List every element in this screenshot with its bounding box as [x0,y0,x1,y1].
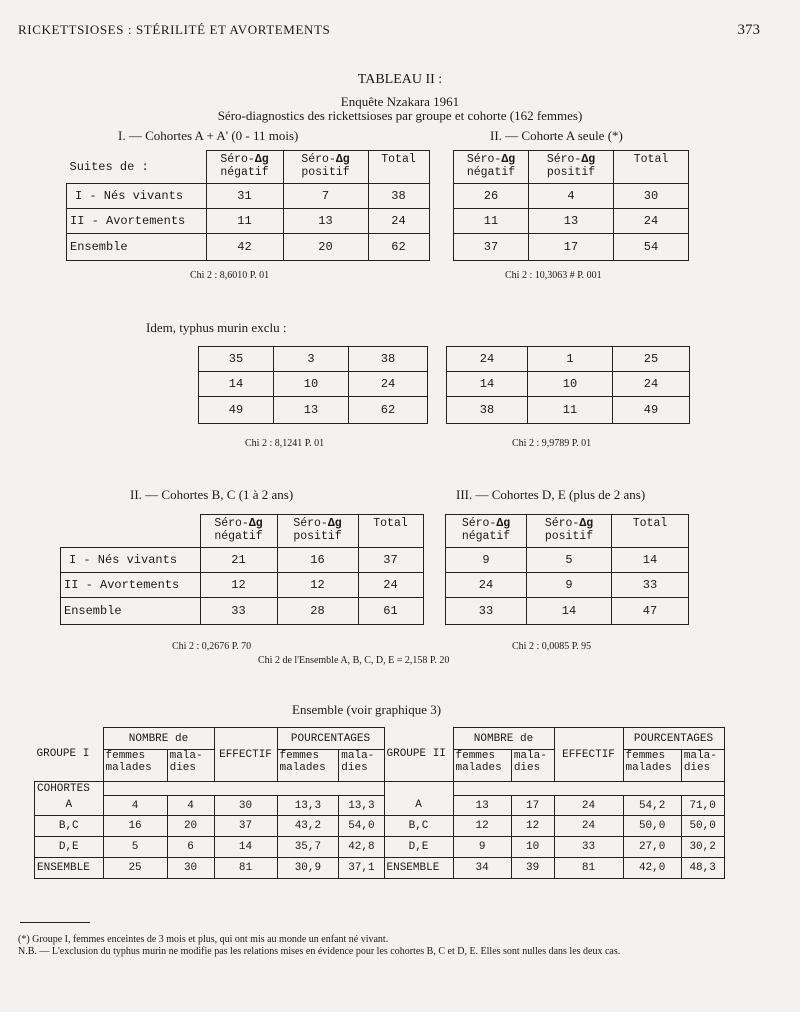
table-cell: 24 [349,372,428,397]
table-row [446,573,689,598]
table-cell: 9 [446,548,527,573]
table-row: A 4 4 30 13,3 13,3 A 13 17 24 54,2 71,0 [35,796,725,816]
row-label: Ensemble [61,598,201,625]
group-2-header: GROUPE II [384,728,453,782]
col-neg: Séro-Δg négatif [446,515,527,548]
footnote-divider [20,922,90,923]
table-cell: 33 [446,598,527,625]
group-1-header: GROUPE I [35,728,104,782]
col-neg: Séro-Δg négatif [200,515,277,548]
table-cell: 54 [614,234,689,261]
table-row [447,397,690,424]
chi-4: Chi 2 : 9,9789 P. 01 [512,438,592,449]
table-cell: 10 [274,372,349,397]
total-row: ENSEMBLE 25 30 81 30,9 37,1 ENSEMBLE 34 39 81 42,0 48,3 [35,858,725,879]
row-label: I - Nés vivants [61,548,201,573]
table-cell: 33 [200,598,277,625]
table-cell: 12 [277,573,358,598]
table-cell: 3 [274,347,349,372]
table-row [61,598,424,625]
table-cell: 49 [199,397,274,424]
table-row [67,209,430,234]
table-cell: 13 [274,397,349,424]
table-cell: 4 [529,184,614,209]
table-row [447,347,690,372]
table-cell: 37 [454,234,529,261]
table-cell: 1 [528,347,613,372]
table-row [199,347,428,372]
table-cell: 49 [613,397,690,424]
table-row [61,573,424,598]
ensemble-table: GROUPE I NOMBRE de EFFECTIF POURCENTAGES GROUPE II NOMBRE de EFFECTIF POURCENTAGES femmes malades mala- dies femmes malades mala- dies femmes malades mala- dies femmes malades mala- dies COHORTES A 4 4 30 13,3 13,3 A 13 17 24 54,2 71,0 B,C 16 20 37 43,2 54,0 B,C 12 12 24 50,0 50,0 D,E 5 6 14 35,7 42,8 D,E 9 10 33 27,0 30,2 ENSEMBLE 25 30 81 30,9 37,1 ENSEMBLE 34 39 81 42,0 48,3 [34,727,725,879]
col-pos: Séro-Δg positif [283,151,368,184]
col-total: Total [614,151,689,184]
page-number: 373 [737,22,760,38]
running-title: RICKETTSIOSES : STÉRILITÉ ET AVORTEMENTS [18,22,331,37]
col-neg: Séro-Δg négatif [454,151,529,184]
table-row [67,234,430,261]
table-cell: 38 [447,397,528,424]
chi-6: Chi 2 : 0,0085 P. 95 [512,641,592,652]
table-row: D,E 5 6 14 35,7 42,8 D,E 9 10 33 27,0 30,2 [35,837,725,858]
table-cell: 11 [206,209,283,234]
section-1-left: I. — Cohortes A + A' (0 - 11 mois) [118,128,299,143]
table-cell: 37 [358,548,423,573]
chi-1: Chi 2 : 8,6010 P. 01 [190,270,270,281]
table-cell: 38 [349,347,428,372]
table-row [454,209,689,234]
table-cell: 24 [358,573,423,598]
table-cell: 17 [529,234,614,261]
table-cell: 47 [612,598,689,625]
table-cell: 13 [529,209,614,234]
section-1-right: II. — Cohorte A seule (*) [490,128,623,143]
chi-2: Chi 2 : 10,3063 # P. 001 [505,270,602,281]
row-label: I - Nés vivants [67,184,207,209]
table-row [446,598,689,625]
footnote: (*) Groupe I, femmes enceintes de 3 mois et plus, qui ont mis au monde un enfant né vivant. [18,934,389,945]
table-row [61,548,424,573]
table-cell: 28 [277,598,358,625]
chi-3: Chi 2 : 8,1241 P. 01 [245,438,325,449]
table-row [446,548,689,573]
table-row [199,397,428,424]
table-cell: 24 [447,347,528,372]
table-cell: 14 [527,598,612,625]
ensemble-caption: Ensemble (voir graphique 3) [292,702,442,717]
table-2 [453,150,689,261]
suites-label: Suites de : [69,159,149,174]
col-pos: Séro-Δg positif [277,515,358,548]
col-pos: Séro-Δg positif [529,151,614,184]
idem-caption: Idem, typhus murin exclu : [146,320,287,335]
col-total: Total [358,515,423,548]
table-3 [198,346,428,424]
table-cell: 14 [612,548,689,573]
table-cell: 14 [199,372,274,397]
table-row [454,184,689,209]
table-cell: 11 [528,397,613,424]
table-cell: 24 [368,209,429,234]
table-row [454,234,689,261]
table-cell: 7 [283,184,368,209]
col-neg: Séro-Δg négatif [206,151,283,184]
table-cell: 31 [206,184,283,209]
table-subtitle: Enquête Nzakara 1961 [340,94,460,109]
table-4 [446,346,690,424]
table-cell: 14 [447,372,528,397]
table-cell: 42 [206,234,283,261]
table-cell: 25 [613,347,690,372]
nb-note: N.B. — L'exclusion du typhus murin ne modifie pas les relations mises en évidence pour les cohortes B, C et D, E. Elles sont nulles dans les deux cas. [18,946,621,957]
chi-ensemble: Chi 2 de l'Ensemble A, B, C, D, E = 2,158 P. 20 [258,655,450,666]
table-cell: 24 [613,372,690,397]
table-cell: 13 [283,209,368,234]
table-row [447,372,690,397]
table-6 [445,514,689,625]
table-cell: 33 [612,573,689,598]
row-label: Ensemble [67,234,207,261]
col-pos: Séro-Δg positif [527,515,612,548]
table-cell: 62 [349,397,428,424]
table-cell: 10 [528,372,613,397]
section-2-left: II. — Cohortes B, C (1 à 2 ans) [130,487,294,502]
row-label: II - Avortements [67,209,207,234]
chi-5: Chi 2 : 0,2676 P. 70 [172,641,252,652]
table-title: TABLEAU II : [357,72,443,87]
table-cell: 5 [527,548,612,573]
table-cell: 24 [614,209,689,234]
table-description: Séro-diagnostics des rickettsioses par groupe et cohorte (162 femmes) [217,108,583,123]
table-cell: 61 [358,598,423,625]
table-5 [60,514,424,625]
table-cell: 30 [614,184,689,209]
table-cell: 12 [200,573,277,598]
col-total: Total [368,151,429,184]
table-row: B,C 16 20 37 43,2 54,0 B,C 12 12 24 50,0 50,0 [35,816,725,837]
table-cell: 26 [454,184,529,209]
table-cell: 16 [277,548,358,573]
col-total: Total [612,515,689,548]
table-cell: 11 [454,209,529,234]
table-1 [66,150,430,261]
table-cell: 35 [199,347,274,372]
table-cell: 21 [200,548,277,573]
table-cell: 38 [368,184,429,209]
table-row [199,372,428,397]
table-cell: 62 [368,234,429,261]
section-2-right: III. — Cohortes D, E (plus de 2 ans) [456,487,646,502]
row-label: II - Avortements [61,573,201,598]
table-cell: 20 [283,234,368,261]
table-cell: 24 [446,573,527,598]
cohortes-label: COHORTES [35,782,104,796]
table-cell: 9 [527,573,612,598]
table-row [67,184,430,209]
